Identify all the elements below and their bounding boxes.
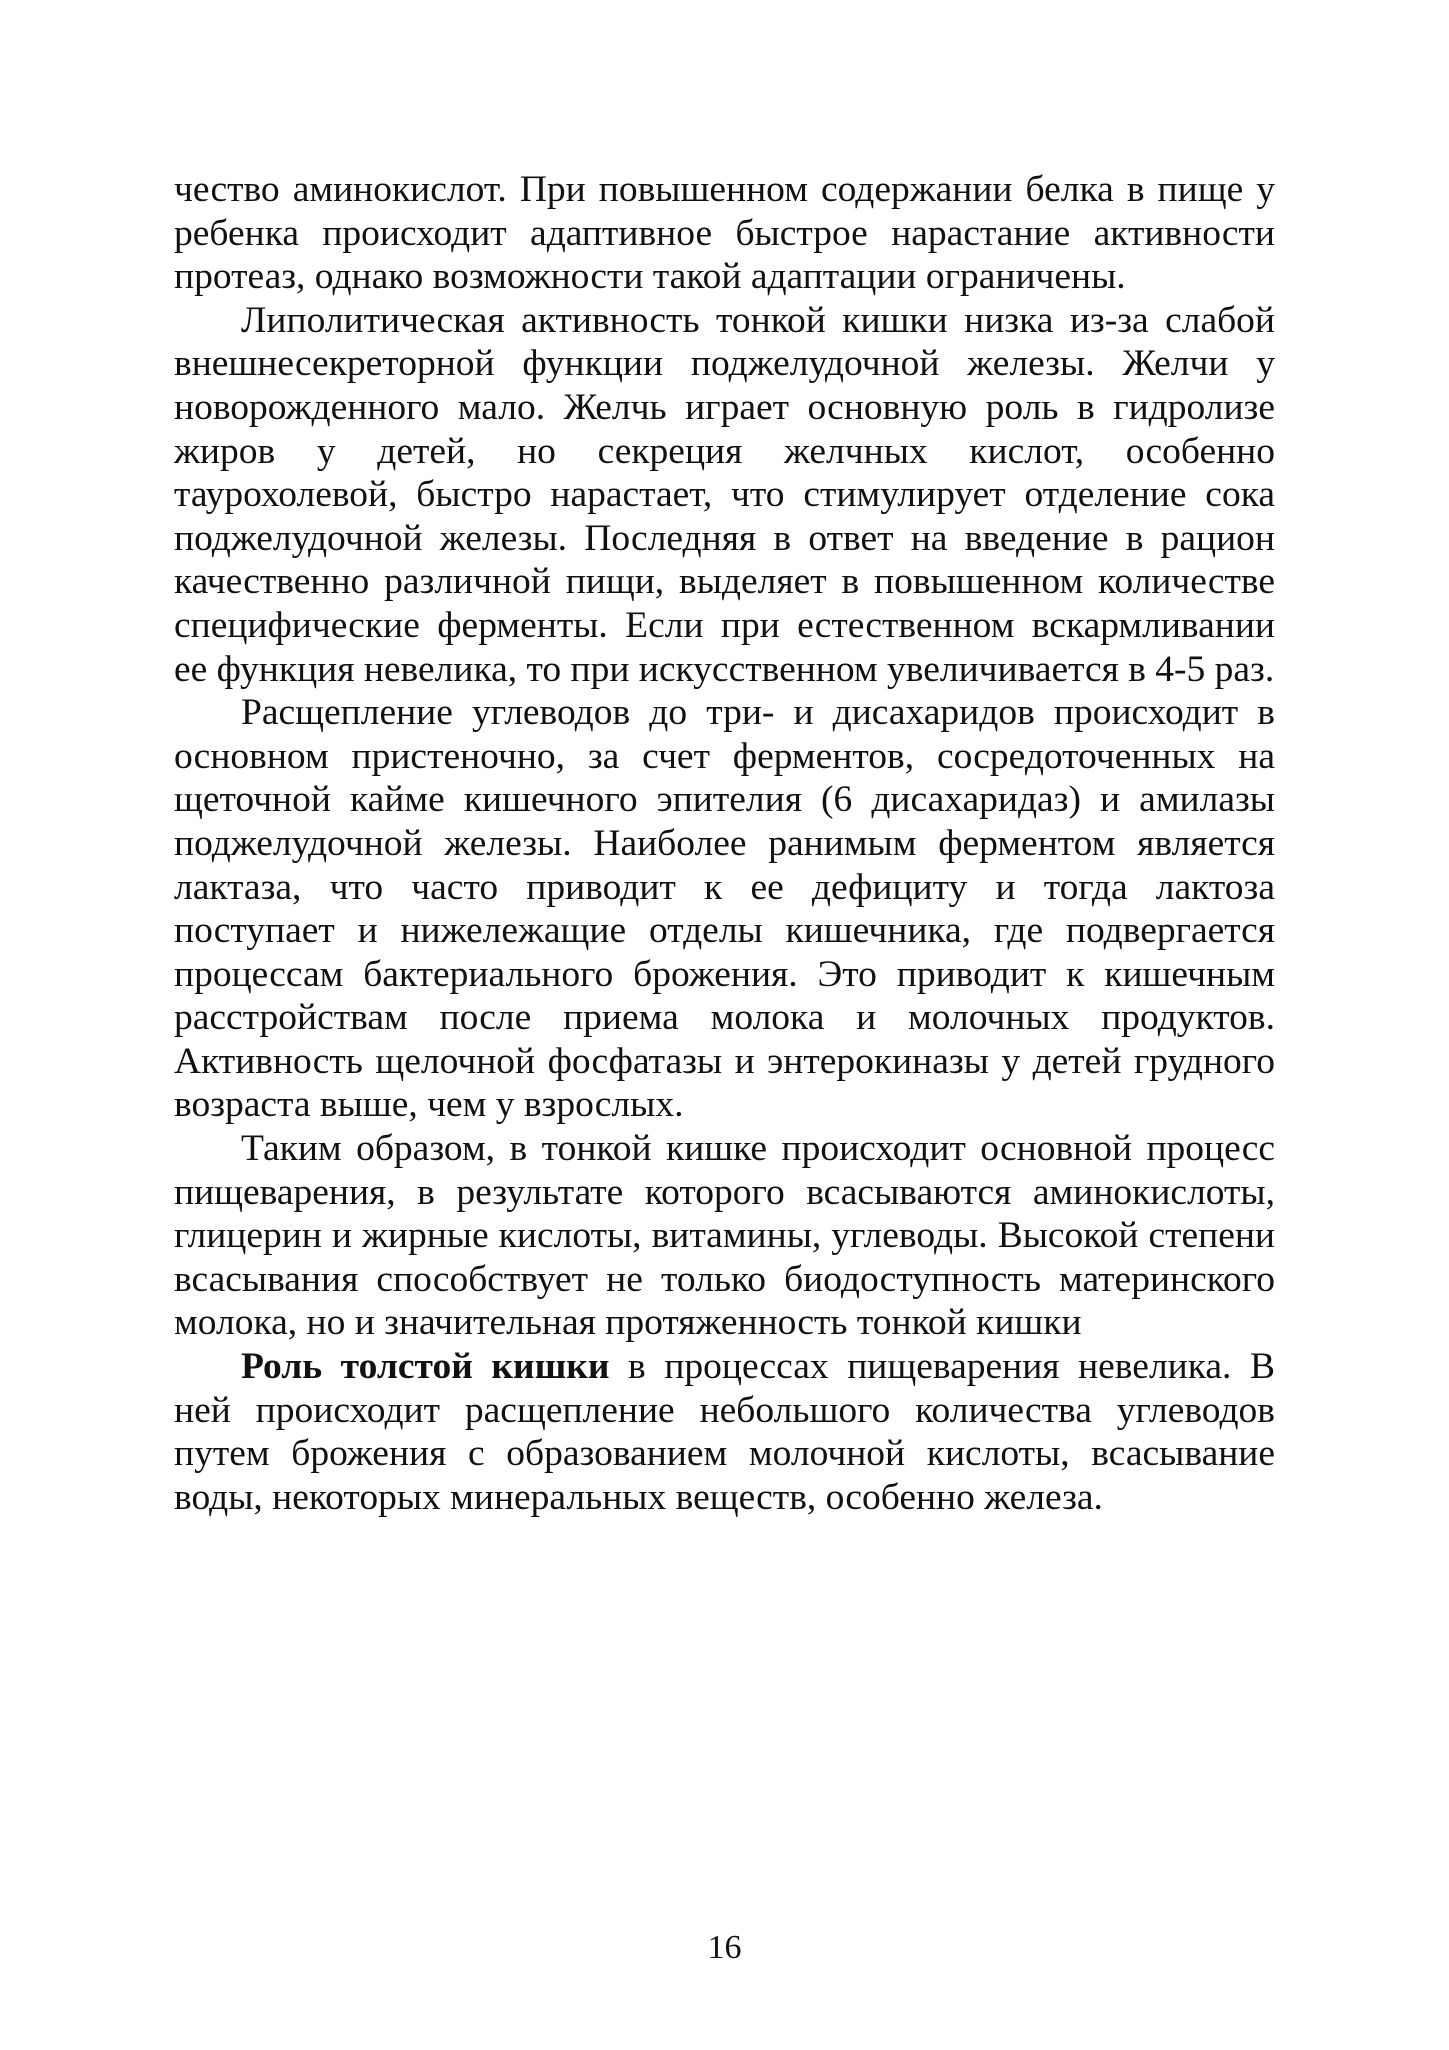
paragraph-3-text: Расщепление углеводов до три- и дисахаридов происходит в основном пристеночно, за счет ферментов, сосредоточенных на щеточной кайме кишечного эпителия (6 дисахаридаз) и амилазы поджелудочной железы. Наиболее ранимым ферментом является лактаза, что часто приводит к ее дефициту и тогда лактоза поступает и нижележащие отделы кишечника, где подвергается процессам бактериального брожения. Это приводит к кишечным расстройствам после приема молока и молочных продуктов. Активность щелочной фосфатазы и энтерокиназы у детей грудного возраста выше, чем у взрослых. (174, 692, 1275, 1126)
paragraph-2-text: Липолитическая активность тонкой кишки низка из-за слабой внешнесекреторной функции поджелудочной железы. Желчи у новорожденного мало. Желчь играет основную роль в гидролизе жиров у детей, но секреция желчных кислот, особенно таурохолевой, быстро нарастает, что стимулирует отделение сока поджелудочной железы. Последняя в ответ на введение в рацион качественно различной пищи, выделяет в повышенном количестве специфические ферменты. Если при естественном вскармливании ее функция невелика, то при искусственном увеличивается в 4-5 раз. (174, 299, 1275, 690)
paragraph-1-text: чество аминокислот. При повышенном содержании белка в пище у ребенка происходит адаптивное быстрое нарастание активности протеаз, однако возможности такой адаптации ограничены. (174, 169, 1275, 298)
paragraph-5-bold-term: Роль толстой кишки (241, 1346, 610, 1388)
page-number: 16 (707, 1929, 742, 1966)
paragraph-4-text: Таким образом, в тонкой кишке происходит основной процесс пищеварения, в результате которого всасываются аминокислоты, глицерин и жирные кислоты, витамины, углеводы. Высокой степени всасывания способствует не только биодоступность материнского молока, но и значительная протяженность тонкой кишки (174, 1128, 1275, 1344)
paragraph-4 (174, 1127, 1275, 1345)
body-text (174, 168, 1275, 1519)
paragraph-5-text: в процессах пищеварения невелика. В ней происходит расщепление небольшого количества углеводов путем брожения с образованием молочной кислоты, всасывание воды, некоторых минеральных веществ, особенно железа. (174, 1346, 1275, 1518)
paragraph-3 (174, 691, 1275, 1127)
paragraph-1 (174, 168, 1275, 299)
paragraph-2 (174, 299, 1275, 691)
paragraph-5 (174, 1345, 1275, 1519)
